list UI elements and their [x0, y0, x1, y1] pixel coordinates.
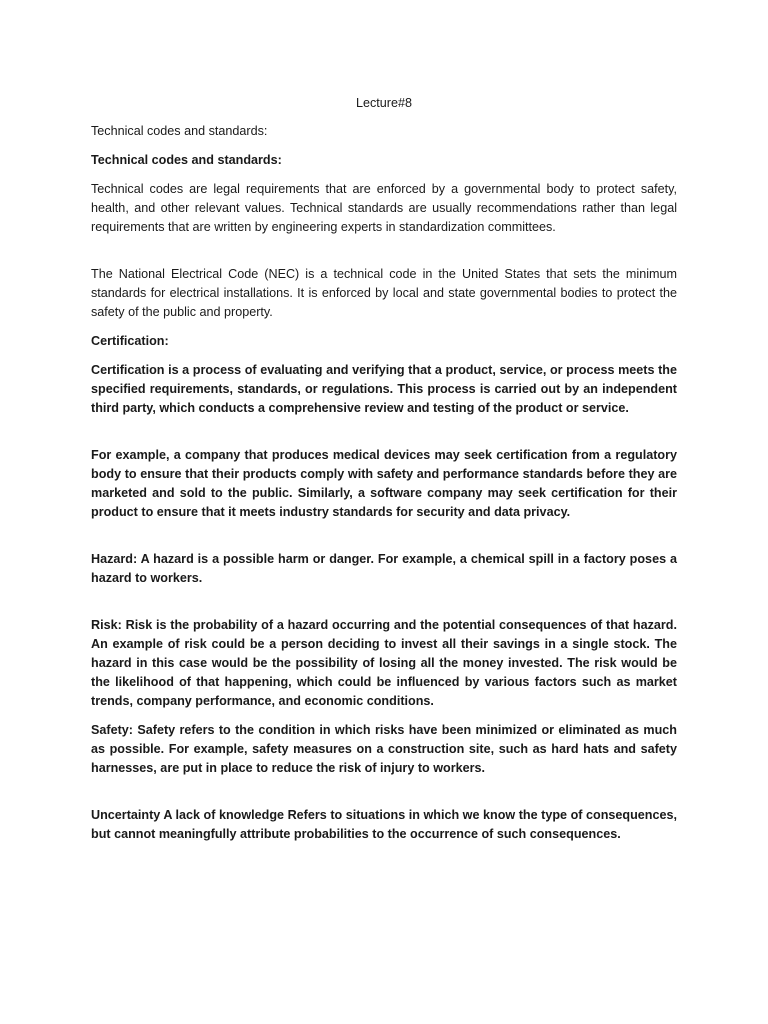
document-title: Lecture#8 [355, 96, 412, 110]
paragraph-nec: The National Electrical Code (NEC) is a technical code in the United States that sets the minimum standards for electrical installations. It is enforced by local and state governmental bodies to protect the safety of the public and property. [91, 267, 677, 319]
paragraph-uncertainty: Uncertainty A lack of knowledge Refers to situations in which we know the type of consequences, but cannot meaningfully attribute probabilities to the occurrence of such consequences. [91, 808, 677, 841]
paragraph-safety: Safety: Safety refers to the condition in which risks have been minimized or eliminated as much as possible. For example, safety measures on a construction site, such as hard hats and safety harnesses, are put in place to reduce the risk of injury to workers. [91, 723, 677, 775]
paragraph-hazard: Hazard: A hazard is a possible harm or danger. For example, a chemical spill in a factory poses a hazard to workers. [91, 552, 677, 585]
subtitle: Technical codes and standards: [91, 124, 268, 138]
paragraph-codes-definition: Technical codes are legal requirements that are enforced by a governmental body to protect safety, health, and other relevant values. Technical standards are usually recommendations rather than legal requirements that are written by engineering experts in standardization committees. [91, 182, 677, 234]
section-heading-certification: Certification: [91, 334, 169, 348]
section-heading-codes: Technical codes and standards: [91, 153, 282, 167]
document-body [91, 94, 677, 854]
paragraph-certification-definition: Certification is a process of evaluating and verifying that a product, service, or process meets the specified requirements, standards, or regulations. This process is carried out by an independent third party, which conducts a comprehensive review and testing of the product or service. [91, 363, 677, 415]
paragraph-certification-example: For example, a company that produces medical devices may seek certification from a regulatory body to ensure that their products comply with safety and performance standards before they are marketed and sold to the public. Similarly, a software company may seek certification for their product to ensure that it meets industry standards for security and data privacy. [91, 448, 677, 519]
paragraph-risk: Risk: Risk is the probability of a hazard occurring and the potential consequences of that hazard. An example of risk could be a person deciding to invest all their savings in a single stock. The hazard in this case would be the possibility of losing all the money invested. The risk would be the likelihood of that happening, which could be influenced by various factors such as market trends, company performance, and economic conditions. [91, 618, 677, 708]
